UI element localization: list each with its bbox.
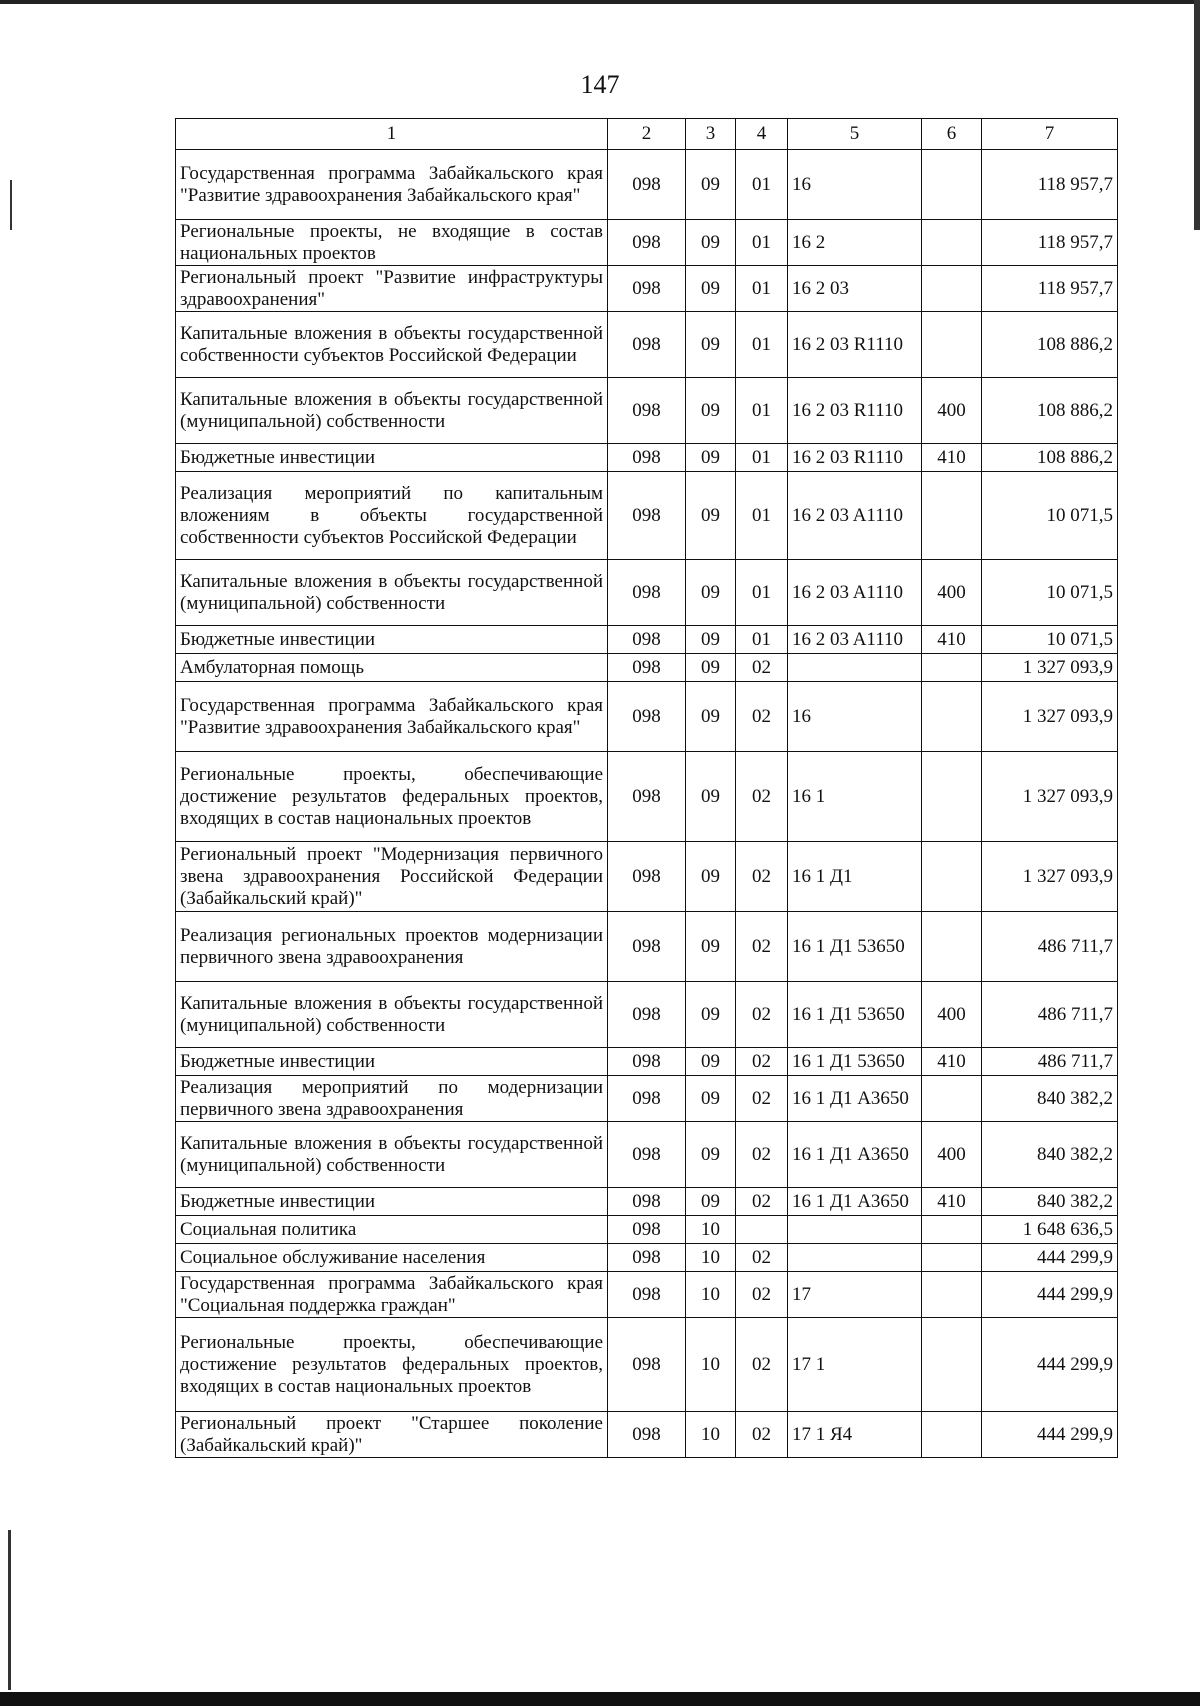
row-section-code: 09 xyxy=(686,220,736,266)
row-amount: 840 382,2 xyxy=(982,1188,1118,1216)
header-row xyxy=(176,119,1118,150)
row-subsection-code: 02 xyxy=(736,842,788,912)
row-subsection-code: 02 xyxy=(736,1412,788,1458)
row-target-article: 16 2 03 R1110 xyxy=(788,312,922,378)
row-admin-code: 098 xyxy=(608,560,686,626)
row-amount: 486 711,7 xyxy=(982,912,1118,982)
row-amount: 10 071,5 xyxy=(982,472,1118,560)
row-target-article: 16 2 03 R1110 xyxy=(788,444,922,472)
table-row xyxy=(176,312,1118,378)
row-name: Реализация мероприятий по модернизации первичного звена здравоохранения xyxy=(176,1076,608,1122)
row-admin-code: 098 xyxy=(608,752,686,842)
row-expense-type xyxy=(922,472,982,560)
row-target-article: 16 2 xyxy=(788,220,922,266)
row-admin-code: 098 xyxy=(608,312,686,378)
column-header: 4 xyxy=(736,119,788,150)
row-target-article: 16 1 Д1 A3650 xyxy=(788,1076,922,1122)
row-name: Капитальные вложения в объекты государственной (муниципальной) собственности xyxy=(176,378,608,444)
row-section-code: 09 xyxy=(686,842,736,912)
row-expense-type xyxy=(922,1076,982,1122)
row-amount: 1 648 636,5 xyxy=(982,1216,1118,1244)
row-section-code: 09 xyxy=(686,982,736,1048)
table-row xyxy=(176,1076,1118,1122)
row-admin-code: 098 xyxy=(608,1244,686,1272)
row-amount: 118 957,7 xyxy=(982,150,1118,220)
row-admin-code: 098 xyxy=(608,912,686,982)
table-row xyxy=(176,1216,1118,1244)
row-amount: 108 886,2 xyxy=(982,378,1118,444)
row-target-article xyxy=(788,1216,922,1244)
row-admin-code: 098 xyxy=(608,682,686,752)
row-name: Бюджетные инвестиции xyxy=(176,626,608,654)
row-expense-type xyxy=(922,220,982,266)
row-subsection-code: 01 xyxy=(736,472,788,560)
row-expense-type xyxy=(922,1412,982,1458)
row-amount: 486 711,7 xyxy=(982,1048,1118,1076)
row-target-article: 16 2 03 xyxy=(788,266,922,312)
row-amount: 10 071,5 xyxy=(982,626,1118,654)
row-subsection-code: 01 xyxy=(736,220,788,266)
row-target-article: 16 2 03 A1110 xyxy=(788,560,922,626)
row-section-code: 09 xyxy=(686,1076,736,1122)
row-section-code: 09 xyxy=(686,378,736,444)
row-target-article: 16 1 Д1 A3650 xyxy=(788,1188,922,1216)
row-target-article: 16 1 Д1 53650 xyxy=(788,1048,922,1076)
row-admin-code: 098 xyxy=(608,982,686,1048)
row-subsection-code: 01 xyxy=(736,150,788,220)
row-subsection-code: 02 xyxy=(736,1076,788,1122)
table-row xyxy=(176,1122,1118,1188)
row-section-code: 09 xyxy=(686,912,736,982)
row-name: Региональный проект "Модернизация первичного звена здравоохранения Российской Федерации (Забайкальский край)" xyxy=(176,842,608,912)
row-target-article: 16 xyxy=(788,150,922,220)
row-target-article: 17 xyxy=(788,1272,922,1318)
row-subsection-code: 02 xyxy=(736,682,788,752)
row-section-code: 09 xyxy=(686,444,736,472)
row-expense-type: 400 xyxy=(922,1122,982,1188)
row-name: Реализация мероприятий по капитальным вложениям в объекты государственной собственности субъектов Российской Федерации xyxy=(176,472,608,560)
scan-mark-left-bottom xyxy=(8,1530,11,1690)
row-name: Бюджетные инвестиции xyxy=(176,1188,608,1216)
table-row xyxy=(176,1244,1118,1272)
row-expense-type xyxy=(922,752,982,842)
row-subsection-code: 02 xyxy=(736,1122,788,1188)
row-section-code: 09 xyxy=(686,1122,736,1188)
table-row xyxy=(176,378,1118,444)
row-name: Региональные проекты, не входящие в состав национальных проектов xyxy=(176,220,608,266)
row-expense-type xyxy=(922,150,982,220)
row-name: Региональный проект "Развитие инфраструктуры здравоохранения" xyxy=(176,266,608,312)
row-expense-type xyxy=(922,912,982,982)
row-expense-type: 410 xyxy=(922,626,982,654)
row-target-article: 16 1 Д1 xyxy=(788,842,922,912)
column-header: 6 xyxy=(922,119,982,150)
row-admin-code: 098 xyxy=(608,1122,686,1188)
row-amount: 444 299,9 xyxy=(982,1412,1118,1458)
row-name: Капитальные вложения в объекты государственной собственности субъектов Российской Федерации xyxy=(176,312,608,378)
row-expense-type xyxy=(922,1272,982,1318)
row-amount: 1 327 093,9 xyxy=(982,654,1118,682)
row-target-article: 17 1 xyxy=(788,1318,922,1412)
row-amount: 10 071,5 xyxy=(982,560,1118,626)
row-subsection-code: 02 xyxy=(736,1272,788,1318)
row-admin-code: 098 xyxy=(608,842,686,912)
scan-mark-left-top xyxy=(10,180,12,230)
row-admin-code: 098 xyxy=(608,266,686,312)
row-expense-type xyxy=(922,654,982,682)
row-expense-type xyxy=(922,266,982,312)
row-name: Социальная политика xyxy=(176,1216,608,1244)
table-row xyxy=(176,1188,1118,1216)
row-section-code: 09 xyxy=(686,752,736,842)
table-row xyxy=(176,150,1118,220)
row-admin-code: 098 xyxy=(608,1188,686,1216)
row-section-code: 09 xyxy=(686,1048,736,1076)
row-amount: 444 299,9 xyxy=(982,1272,1118,1318)
table-row xyxy=(176,220,1118,266)
table-row xyxy=(176,682,1118,752)
row-subsection-code: 01 xyxy=(736,378,788,444)
row-section-code: 09 xyxy=(686,654,736,682)
row-subsection-code: 01 xyxy=(736,444,788,472)
row-target-article xyxy=(788,1244,922,1272)
row-amount: 1 327 093,9 xyxy=(982,752,1118,842)
row-admin-code: 098 xyxy=(608,220,686,266)
row-expense-type: 400 xyxy=(922,378,982,444)
scan-edge-bottom xyxy=(0,1692,1200,1706)
row-subsection-code: 01 xyxy=(736,312,788,378)
row-subsection-code: 02 xyxy=(736,1048,788,1076)
row-name: Капитальные вложения в объекты государственной (муниципальной) собственности xyxy=(176,560,608,626)
page-number: 147 xyxy=(580,70,620,99)
row-section-code: 09 xyxy=(686,1188,736,1216)
row-subsection-code: 02 xyxy=(736,1318,788,1412)
row-amount: 1 327 093,9 xyxy=(982,842,1118,912)
row-name: Амбулаторная помощь xyxy=(176,654,608,682)
row-target-article: 16 1 Д1 A3650 xyxy=(788,1122,922,1188)
column-header: 7 xyxy=(982,119,1118,150)
table-row xyxy=(176,266,1118,312)
row-expense-type xyxy=(922,1216,982,1244)
row-amount: 444 299,9 xyxy=(982,1244,1118,1272)
row-amount: 108 886,2 xyxy=(982,312,1118,378)
row-admin-code: 098 xyxy=(608,1048,686,1076)
row-subsection-code: 01 xyxy=(736,626,788,654)
row-name: Региональные проекты, обеспечивающие достижение результатов федеральных проектов, входящих в состав национальных проектов xyxy=(176,1318,608,1412)
row-admin-code: 098 xyxy=(608,654,686,682)
table-row xyxy=(176,1412,1118,1458)
table-row xyxy=(176,560,1118,626)
row-section-code: 10 xyxy=(686,1318,736,1412)
row-target-article: 16 2 03 A1110 xyxy=(788,472,922,560)
row-subsection-code: 02 xyxy=(736,1244,788,1272)
row-target-article: 16 1 Д1 53650 xyxy=(788,912,922,982)
row-expense-type xyxy=(922,312,982,378)
row-admin-code: 098 xyxy=(608,150,686,220)
column-header: 1 xyxy=(176,119,608,150)
table-row xyxy=(176,1272,1118,1318)
row-subsection-code: 02 xyxy=(736,654,788,682)
row-name: Государственная программа Забайкальского края "Развитие здравоохранения Забайкальского края" xyxy=(176,150,608,220)
scan-edge-top xyxy=(0,0,1200,4)
row-amount: 1 327 093,9 xyxy=(982,682,1118,752)
row-section-code: 10 xyxy=(686,1412,736,1458)
row-section-code: 09 xyxy=(686,560,736,626)
row-admin-code: 098 xyxy=(608,1318,686,1412)
row-subsection-code: 02 xyxy=(736,912,788,982)
row-admin-code: 098 xyxy=(608,1412,686,1458)
row-expense-type: 400 xyxy=(922,560,982,626)
scan-edge-right xyxy=(1194,0,1200,230)
row-admin-code: 098 xyxy=(608,1216,686,1244)
row-section-code: 09 xyxy=(686,312,736,378)
row-name: Государственная программа Забайкальского края "Социальная поддержка граждан" xyxy=(176,1272,608,1318)
row-admin-code: 098 xyxy=(608,472,686,560)
row-expense-type: 410 xyxy=(922,1188,982,1216)
row-subsection-code: 02 xyxy=(736,1188,788,1216)
row-section-code: 09 xyxy=(686,150,736,220)
row-expense-type: 410 xyxy=(922,444,982,472)
table-row xyxy=(176,912,1118,982)
table-body xyxy=(176,150,1118,1458)
row-name: Капитальные вложения в объекты государственной (муниципальной) собственности xyxy=(176,982,608,1048)
row-name: Капитальные вложения в объекты государственной (муниципальной) собственности xyxy=(176,1122,608,1188)
row-expense-type: 410 xyxy=(922,1048,982,1076)
row-expense-type xyxy=(922,1244,982,1272)
column-header: 5 xyxy=(788,119,922,150)
row-section-code: 09 xyxy=(686,266,736,312)
row-name: Государственная программа Забайкальского края "Развитие здравоохранения Забайкальского края" xyxy=(176,682,608,752)
row-target-article: 16 1 xyxy=(788,752,922,842)
row-admin-code: 098 xyxy=(608,1272,686,1318)
row-expense-type: 400 xyxy=(922,982,982,1048)
row-name: Бюджетные инвестиции xyxy=(176,444,608,472)
row-subsection-code: 02 xyxy=(736,752,788,842)
budget-table xyxy=(175,118,1118,1458)
row-target-article: 16 2 03 R1110 xyxy=(788,378,922,444)
row-amount: 444 299,9 xyxy=(982,1318,1118,1412)
row-subsection-code xyxy=(736,1216,788,1244)
column-header: 3 xyxy=(686,119,736,150)
row-name: Социальное обслуживание населения xyxy=(176,1244,608,1272)
table-row xyxy=(176,444,1118,472)
table-row xyxy=(176,472,1118,560)
table-row xyxy=(176,752,1118,842)
row-name: Бюджетные инвестиции xyxy=(176,1048,608,1076)
row-target-article xyxy=(788,654,922,682)
row-name: Региональный проект "Старшее поколение (Забайкальский край)" xyxy=(176,1412,608,1458)
table-row xyxy=(176,842,1118,912)
row-amount: 108 886,2 xyxy=(982,444,1118,472)
row-section-code: 09 xyxy=(686,682,736,752)
row-section-code: 10 xyxy=(686,1272,736,1318)
row-name: Реализация региональных проектов модернизации первичного звена здравоохранения xyxy=(176,912,608,982)
table-row xyxy=(176,654,1118,682)
row-section-code: 10 xyxy=(686,1244,736,1272)
table-row xyxy=(176,626,1118,654)
row-admin-code: 098 xyxy=(608,626,686,654)
row-expense-type xyxy=(922,1318,982,1412)
row-target-article: 16 1 Д1 53650 xyxy=(788,982,922,1048)
row-target-article: 16 xyxy=(788,682,922,752)
row-subsection-code: 02 xyxy=(736,982,788,1048)
row-expense-type xyxy=(922,682,982,752)
table-row xyxy=(176,1048,1118,1076)
row-target-article: 17 1 Я4 xyxy=(788,1412,922,1458)
row-name: Региональные проекты, обеспечивающие достижение результатов федеральных проектов, входящих в состав национальных проектов xyxy=(176,752,608,842)
row-subsection-code: 01 xyxy=(736,560,788,626)
row-admin-code: 098 xyxy=(608,1076,686,1122)
row-section-code: 09 xyxy=(686,626,736,654)
row-section-code: 10 xyxy=(686,1216,736,1244)
row-target-article: 16 2 03 A1110 xyxy=(788,626,922,654)
row-admin-code: 098 xyxy=(608,378,686,444)
row-expense-type xyxy=(922,842,982,912)
row-amount: 486 711,7 xyxy=(982,982,1118,1048)
column-header: 2 xyxy=(608,119,686,150)
row-amount: 840 382,2 xyxy=(982,1122,1118,1188)
row-subsection-code: 01 xyxy=(736,266,788,312)
table-row xyxy=(176,982,1118,1048)
row-amount: 840 382,2 xyxy=(982,1076,1118,1122)
row-section-code: 09 xyxy=(686,472,736,560)
row-amount: 118 957,7 xyxy=(982,266,1118,312)
row-amount: 118 957,7 xyxy=(982,220,1118,266)
table-row xyxy=(176,1318,1118,1412)
row-admin-code: 098 xyxy=(608,444,686,472)
